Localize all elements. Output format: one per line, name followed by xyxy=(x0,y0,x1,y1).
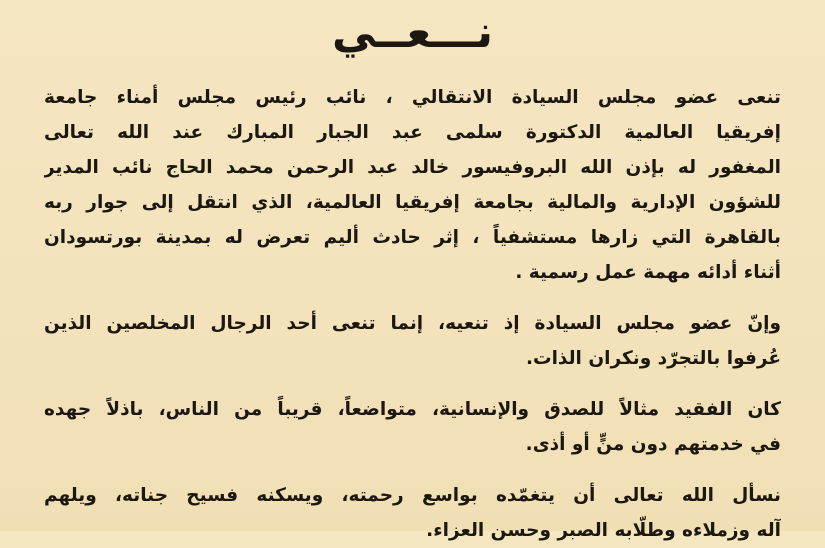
paragraph-spacer xyxy=(44,376,781,392)
text-line: عُرفوا بالتجرّد ونكران الذات. xyxy=(525,348,781,369)
paragraph-character xyxy=(44,392,781,462)
text-line: وإنّ عضو مجلس السيادة إذ تنعيه، إنما تنعى أحد الرجال المخلصين الذين xyxy=(44,313,781,334)
paragraph-spacer xyxy=(44,290,781,306)
text-line: آله وزملاءه وطلّابه الصبر وحسن العزاء. xyxy=(426,520,781,541)
text-line: بالقاهرة التي زارها مستشفياً ، إثر حادث أليم تعرض له بمدينة بورتسودان xyxy=(44,227,781,248)
text-line: للشؤون الإدارية والمالية بجامعة إفريقيا العالمية، الذي انتقل إلى جوار ربه xyxy=(44,192,781,213)
obituary-body xyxy=(44,80,781,548)
text-line: كان الفقيد مثالاً للصدق والإنسانية، متواضعاً، قريباً من الناس، باذلاً جهده xyxy=(44,399,781,420)
paragraph-announcement xyxy=(44,80,781,290)
obituary-title: نـــعــي xyxy=(331,7,494,58)
paragraph-tribute xyxy=(44,306,781,376)
paragraph-prayer xyxy=(44,478,781,548)
paragraph-spacer xyxy=(44,462,781,478)
text-line: إفريقيا العالمية الدكتورة سلمى عبد الجبار المبارك عند الله تعالى xyxy=(44,122,781,143)
text-line: نسأل الله تعالى أن يتغمّده بواسع رحمته، ويسكنه فسيح جناته، ويلهم xyxy=(44,485,781,506)
text-line: في خدمتهم دون منٍّ أو أذى. xyxy=(525,434,781,455)
text-line: المغفور له بإذن الله البروفيسور خالد عبد الرحمن محمد الحاج نائب المدير xyxy=(44,157,781,178)
text-line: أثناء أدائه مهمة عمل رسمية . xyxy=(515,262,781,283)
text-line: تنعى عضو مجلس السيادة الانتقالي ، نائب رئيس مجلس أمناء جامعة xyxy=(44,87,781,108)
